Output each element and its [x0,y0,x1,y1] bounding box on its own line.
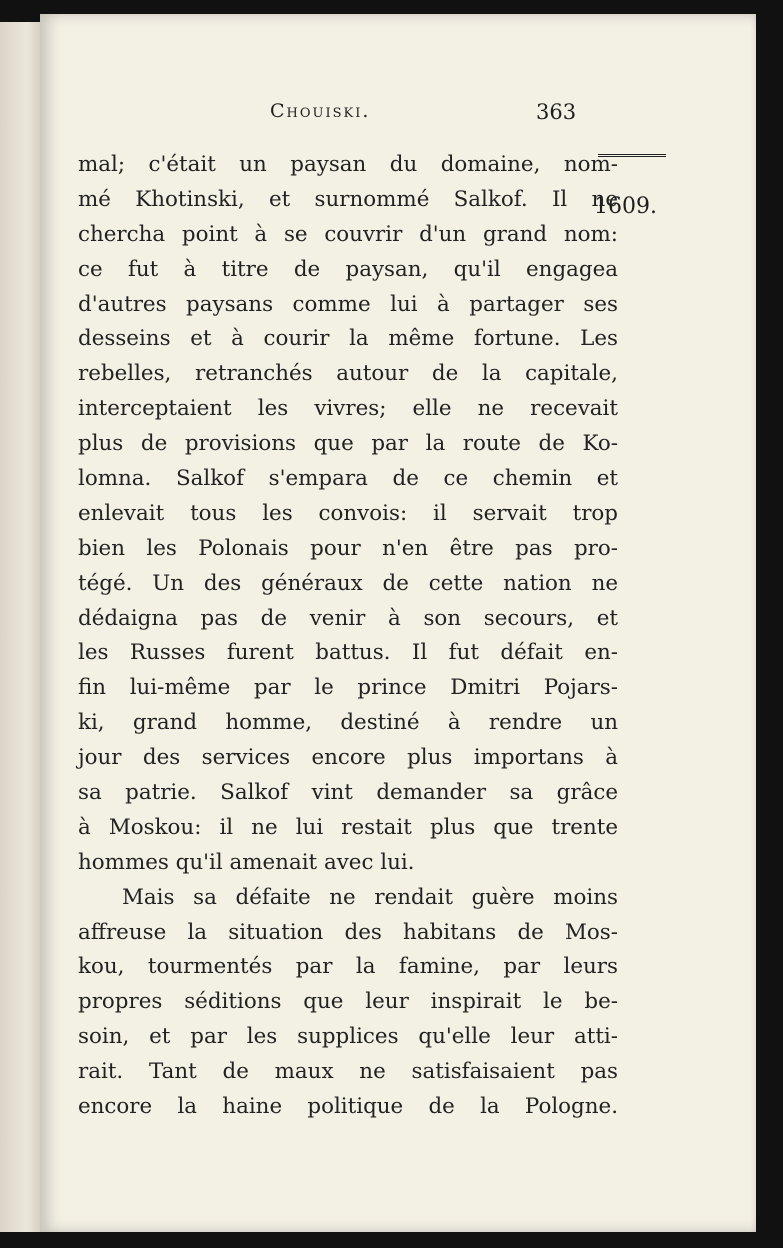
text-line: les Russes furent battus. Il fut défait en- [78,640,618,666]
text-line: enlevait tous les convois: il servait trop [78,500,618,526]
paragraph-start-line: Mais sa défaite ne rendait guère moins [122,884,618,910]
paragraph-end-line: hommes qu'il amenait avec lui. [78,849,415,875]
text-line: soin, et par les supplices qu'elle leur atti- [78,1024,618,1050]
text-line: ce fut à titre de paysan, qu'il engagea [78,256,618,282]
text-line: jour des services encore plus importans à [78,745,618,771]
text-line: propres séditions que leur inspirait le be- [78,989,618,1015]
margin-note-year: 1609. [594,194,657,219]
text-line: affreuse la situation des habitans de Mos- [78,919,618,945]
text-line: rait. Tant de maux ne satisfaisaient pas [78,1059,618,1085]
text-line: mal; c'était un paysan du domaine, nom- [78,152,618,177]
text-line: à Moskou: il ne lui restait plus que trente [78,814,618,840]
page-number: 363 [536,100,577,124]
text-line: lomna. Salkof s'empara de ce chemin et [78,466,618,492]
text-line: plus de provisions que par la route de Ko- [78,431,618,457]
text-line: encore la haine politique de la Pologne. [78,1094,618,1120]
text-line: dédaigna pas de venir à son secours, et [78,605,618,631]
text-line: rebelles, retranchés autour de la capitale, [78,361,618,387]
text-line: tégé. Un des généraux de cette nation ne [78,570,618,596]
text-line: chercha point à se couvrir d'un grand nom: [78,221,618,247]
text-line: kou, tourmentés par la famine, par leurs [78,954,618,980]
running-head: Chouiski. [270,100,371,122]
text-line: desseins et à courir la même fortune. Les [78,326,618,352]
text-line: d'autres paysans comme lui à partager ses [78,291,618,317]
text-line: interceptaient les vivres; elle ne recevait [78,396,618,422]
text-line: bien les Polonais pour n'en être pas pro- [78,535,618,561]
text-line: ki, grand homme, destiné à rendre un [78,710,618,736]
body-text [78,148,618,1125]
text-line: mé Khotinski, et surnommé Salkof. Il ne [78,186,618,212]
text-line: sa patrie. Salkof vint demander sa grâce [78,780,618,806]
text-line: fin lui-même par le prince Dmitri Pojars- [78,675,618,701]
